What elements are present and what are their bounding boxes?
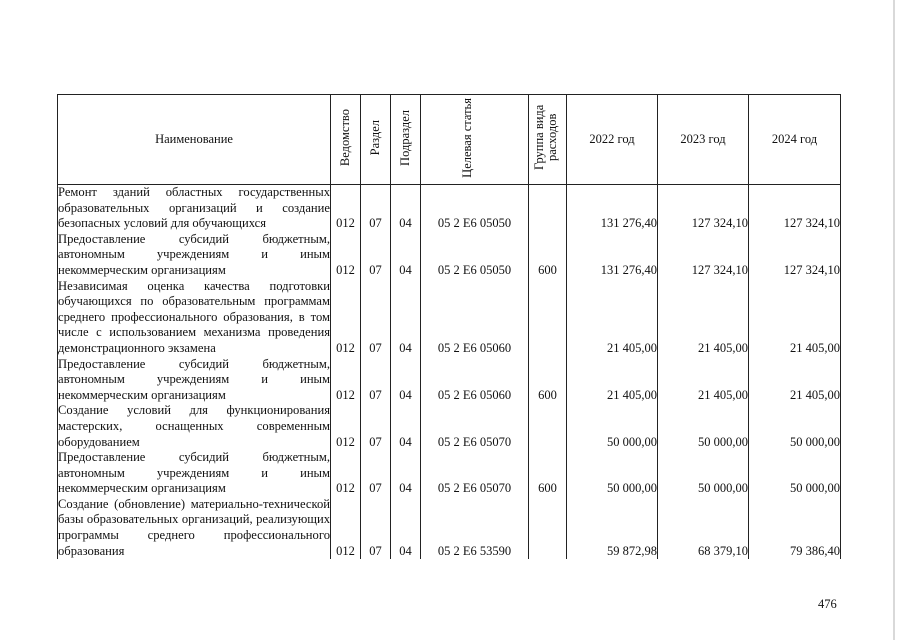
row-value-2024: 127 324,10 bbox=[749, 185, 841, 232]
row-name: Ремонт зданий областных государственных образовательных организаций и создание безопасных условий для обучающихся bbox=[58, 185, 330, 231]
row-value-2024: 21 405,00 bbox=[749, 279, 841, 357]
row-name: Предоставление субсидий бюджетным, автономным учреждениям и иным некоммерческим организациям bbox=[58, 231, 330, 277]
row-value-2022: 131 276,40 bbox=[567, 185, 658, 232]
row-value-2023: 50 000,00 bbox=[658, 450, 749, 497]
row-value-2024: 50 000,00 bbox=[749, 403, 841, 450]
row-value-2024: 50 000,00 bbox=[749, 450, 841, 497]
row-section: 07 bbox=[361, 450, 391, 497]
page-number: 476 bbox=[818, 597, 837, 611]
row-expense-group bbox=[529, 185, 567, 232]
row-section: 07 bbox=[361, 497, 391, 559]
table-row bbox=[58, 450, 841, 497]
row-name: Предоставление субсидий бюджетным, автономным учреждениям и иным некоммерческим организациям bbox=[58, 450, 330, 496]
row-department: 012 bbox=[331, 357, 361, 404]
row-expense-group: 600 bbox=[529, 232, 567, 279]
row-target-item: 05 2 E6 05060 bbox=[421, 279, 529, 357]
row-name: Создание условий для функционирования мастерских, оснащенных современным оборудованием bbox=[58, 403, 330, 449]
row-value-2022: 50 000,00 bbox=[567, 450, 658, 497]
row-subsection: 04 bbox=[391, 357, 421, 404]
row-section: 07 bbox=[361, 185, 391, 232]
header-year-2022: 2022 год bbox=[567, 95, 658, 185]
row-target-item: 05 2 E6 53590 bbox=[421, 497, 529, 559]
row-value-2024: 79 386,40 bbox=[749, 497, 841, 559]
header-name: Наименование bbox=[58, 95, 331, 185]
row-value-2023: 127 324,10 bbox=[658, 185, 749, 232]
budget-table bbox=[57, 94, 841, 559]
row-target-item: 05 2 E6 05070 bbox=[421, 450, 529, 497]
header-year-2024: 2024 год bbox=[749, 95, 841, 185]
row-department: 012 bbox=[331, 450, 361, 497]
row-value-2023: 21 405,00 bbox=[658, 279, 749, 357]
row-subsection: 04 bbox=[391, 403, 421, 450]
row-subsection: 04 bbox=[391, 232, 421, 279]
row-department: 012 bbox=[331, 279, 361, 357]
row-expense-group bbox=[529, 279, 567, 357]
row-department: 012 bbox=[331, 185, 361, 232]
table-row bbox=[58, 403, 841, 450]
row-expense-group bbox=[529, 403, 567, 450]
row-section: 07 bbox=[361, 403, 391, 450]
table-header-row bbox=[58, 95, 841, 185]
row-expense-group: 600 bbox=[529, 450, 567, 497]
row-subsection: 04 bbox=[391, 185, 421, 232]
row-value-2023: 127 324,10 bbox=[658, 232, 749, 279]
row-department: 012 bbox=[331, 497, 361, 559]
row-expense-group: 600 bbox=[529, 357, 567, 404]
scan-crease bbox=[893, 0, 895, 640]
table-row bbox=[58, 279, 841, 357]
row-subsection: 04 bbox=[391, 279, 421, 357]
row-section: 07 bbox=[361, 232, 391, 279]
row-target-item: 05 2 E6 05070 bbox=[421, 403, 529, 450]
table-row bbox=[58, 357, 841, 404]
row-section: 07 bbox=[361, 279, 391, 357]
row-target-item: 05 2 E6 05060 bbox=[421, 357, 529, 404]
row-subsection: 04 bbox=[391, 497, 421, 559]
header-year-2023: 2023 год bbox=[658, 95, 749, 185]
header-expense-group: Группа вида расходов bbox=[529, 95, 567, 185]
row-value-2023: 21 405,00 bbox=[658, 357, 749, 404]
row-target-item: 05 2 E6 05050 bbox=[421, 232, 529, 279]
row-expense-group bbox=[529, 497, 567, 559]
row-value-2023: 50 000,00 bbox=[658, 403, 749, 450]
row-value-2022: 50 000,00 bbox=[567, 403, 658, 450]
row-value-2023: 68 379,10 bbox=[658, 497, 749, 559]
table-row bbox=[58, 185, 841, 232]
row-section: 07 bbox=[361, 357, 391, 404]
row-value-2024: 21 405,00 bbox=[749, 357, 841, 404]
row-name: Независимая оценка качества подготовки обучающихся по образовательным программам среднего профессионального образования, в том числе с использованием механизма проведения демонстрационного экзамена bbox=[58, 278, 330, 355]
table-row bbox=[58, 497, 841, 559]
row-value-2022: 59 872,98 bbox=[567, 497, 658, 559]
header-section: Раздел bbox=[361, 95, 391, 185]
row-value-2022: 21 405,00 bbox=[567, 279, 658, 357]
row-value-2022: 21 405,00 bbox=[567, 357, 658, 404]
row-department: 012 bbox=[331, 403, 361, 450]
table-row bbox=[58, 232, 841, 279]
header-subsection: Подраздел bbox=[391, 95, 421, 185]
row-value-2024: 127 324,10 bbox=[749, 232, 841, 279]
row-department: 012 bbox=[331, 232, 361, 279]
row-value-2022: 131 276,40 bbox=[567, 232, 658, 279]
row-name: Предоставление субсидий бюджетным, автономным учреждениям и иным некоммерческим организациям bbox=[58, 356, 330, 402]
row-name: Создание (обновление) материально-технической базы образовательных организаций, реализующих программы среднего профессионального образования bbox=[58, 496, 330, 558]
row-subsection: 04 bbox=[391, 450, 421, 497]
row-target-item: 05 2 E6 05050 bbox=[421, 185, 529, 232]
header-target-item: Целевая статья bbox=[421, 95, 529, 185]
header-department: Ведомство bbox=[331, 95, 361, 185]
